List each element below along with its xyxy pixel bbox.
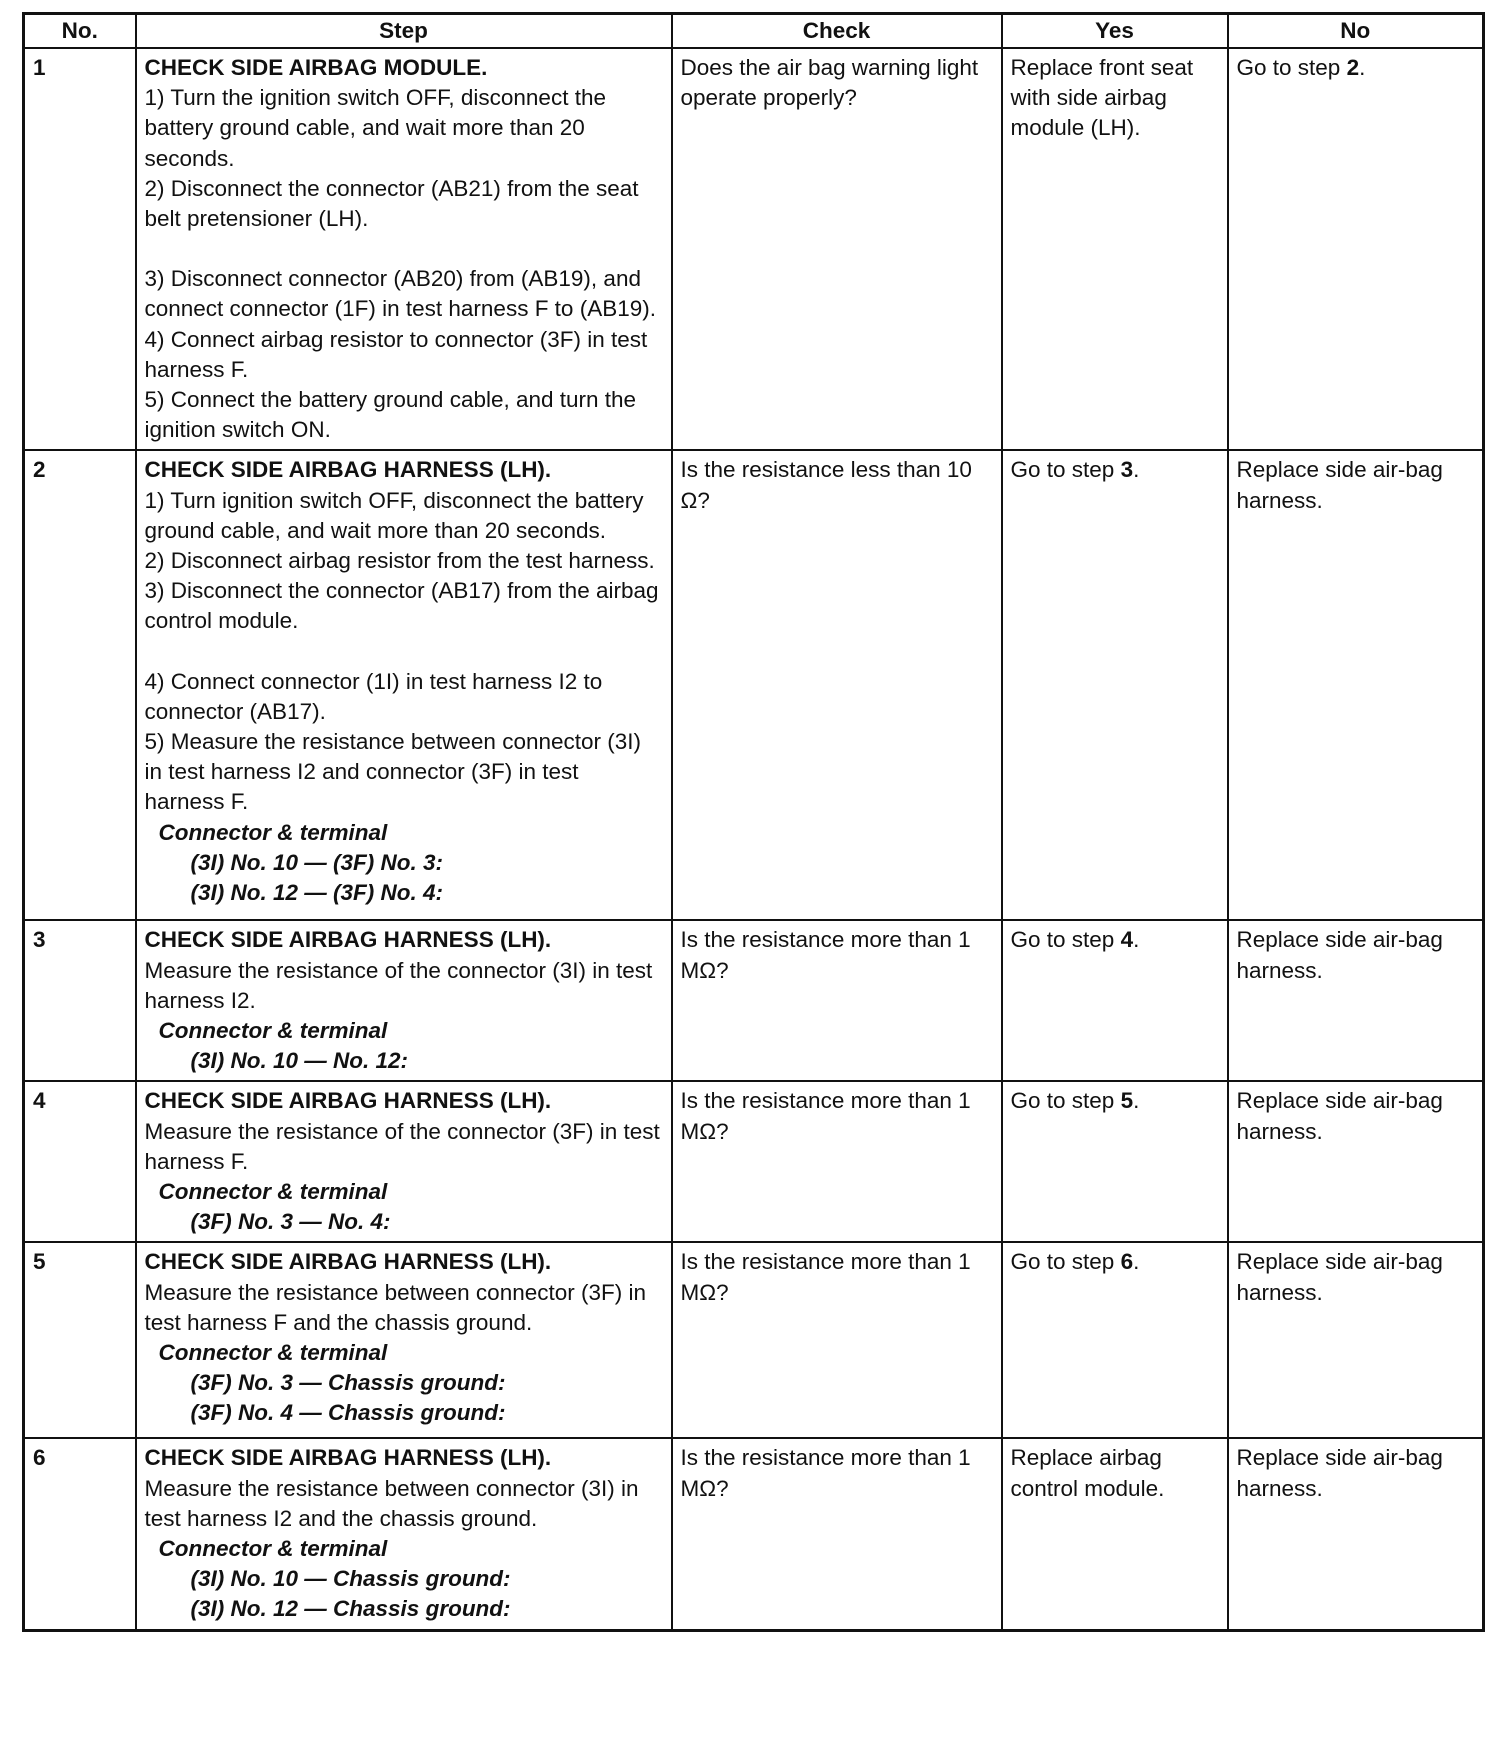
no-action-text: Replace side air-bag harness. (1236, 927, 1443, 983)
step-number: 6 (24, 1438, 136, 1630)
step-number: 4 (24, 1081, 136, 1242)
column-header-check: Check (672, 14, 1002, 49)
step-title: CHECK SIDE AIRBAG MODULE. (144, 55, 488, 80)
step-instruction: 4) Connect connector (1I) in test harness I2 to connector (AB17). (144, 668, 603, 724)
check-question: Does the air bag warning light operate properly? (672, 48, 1002, 450)
step-title: CHECK SIDE AIRBAG HARNESS (LH). (144, 1445, 552, 1471)
no-action (1228, 1438, 1484, 1630)
step-number: 1 (24, 48, 136, 450)
connector-terminal-heading: Connector & terminal (158, 1018, 388, 1044)
check-question: Is the resistance more than 1 MΩ? (672, 1242, 1002, 1438)
table-row (24, 1438, 1484, 1630)
table-row (24, 48, 1484, 450)
yes-goto-step-number: 6 (1120, 1249, 1134, 1275)
check-question: Is the resistance more than 1 MΩ? (672, 920, 1002, 1081)
no-action (1228, 48, 1484, 450)
column-header-yes: Yes (1002, 14, 1228, 49)
yes-action-text: Go to step (1010, 927, 1121, 953)
step-cell (136, 920, 672, 1081)
step-cell (136, 1081, 672, 1242)
connector-terminal-item: (3I) No. 10 — No. 12: (190, 1048, 409, 1074)
step-instruction: 4) Connect airbag resistor to connector (3F) in test harness F. (144, 326, 648, 382)
connector-terminal-item: (3I) No. 12 — (3F) No. 4: (190, 880, 444, 906)
table-row (24, 450, 1484, 920)
yes-action (1002, 450, 1228, 920)
yes-action-suffix: . (1133, 1088, 1140, 1114)
yes-action-suffix: . (1133, 1249, 1140, 1275)
step-instruction: 2) Disconnect airbag resistor from the test harness. (144, 548, 655, 574)
step-number: 3 (24, 920, 136, 1081)
step-instruction: 3) Disconnect the connector (AB17) from the airbag control module. (144, 578, 659, 634)
yes-action-text: Go to step (1010, 1249, 1121, 1275)
step-instruction: Measure the resistance of the connector (3F) in test harness F. (144, 1118, 660, 1174)
step-instruction: 2) Disconnect the connector (AB21) from the seat belt pretensioner (LH). (144, 175, 639, 232)
table-row (24, 920, 1484, 1081)
yes-action-text: Go to step (1010, 1088, 1121, 1114)
no-action (1228, 450, 1484, 920)
no-action-text: Replace side air-bag harness. (1236, 457, 1443, 513)
yes-action-suffix: . (1133, 457, 1140, 483)
column-header-no: No. (24, 14, 136, 49)
connector-terminal-item: (3F) No. 3 — Chassis ground: (190, 1370, 506, 1396)
connector-terminal-item: (3F) No. 3 — No. 4: (190, 1209, 391, 1235)
step-instruction: Measure the resistance between connector (3F) in test harness F and the chassis ground. (144, 1279, 647, 1335)
connector-terminal-item: (3I) No. 10 — Chassis ground: (190, 1566, 511, 1592)
step-instruction: Measure the resistance of the connector (3I) in test harness I2. (144, 957, 653, 1013)
yes-action-text: Go to step (1010, 457, 1121, 483)
step-instruction: Measure the resistance between connector (3I) in test harness I2 and the chassis ground. (144, 1475, 639, 1531)
step-spacer (145, 637, 665, 667)
table-header-row (24, 14, 1484, 49)
check-question: Is the resistance less than 10 Ω? (672, 450, 1002, 920)
step-title: CHECK SIDE AIRBAG HARNESS (LH). (144, 927, 552, 953)
yes-goto-step-number: 5 (1120, 1088, 1134, 1114)
step-spacer (145, 234, 665, 264)
connector-terminal-heading: Connector & terminal (158, 819, 388, 845)
no-action-text: Replace side air-bag harness. (1236, 1249, 1443, 1305)
no-action-text: Go to step (1236, 55, 1347, 80)
column-header-step: Step (136, 14, 672, 49)
yes-action-text: Replace airbag control module. (1010, 1445, 1165, 1501)
table-row (24, 1242, 1484, 1438)
connector-terminal-item: (3I) No. 12 — Chassis ground: (190, 1596, 511, 1622)
no-action (1228, 1081, 1484, 1242)
column-header-no-result: No (1228, 14, 1484, 49)
yes-action-suffix: . (1133, 927, 1140, 953)
yes-action (1002, 1081, 1228, 1242)
no-action (1228, 920, 1484, 1081)
check-question: Is the resistance more than 1 MΩ? (672, 1081, 1002, 1242)
yes-action (1002, 1438, 1228, 1630)
connector-terminal-heading: Connector & terminal (158, 1179, 388, 1205)
connector-terminal-item: (3I) No. 10 — (3F) No. 3: (190, 849, 444, 875)
step-cell (136, 1242, 672, 1438)
connector-terminal-heading: Connector & terminal (158, 1340, 388, 1366)
no-action-text: Replace side air-bag harness. (1236, 1445, 1443, 1501)
connector-terminal-item: (3F) No. 4 — Chassis ground: (190, 1400, 506, 1426)
step-cell (136, 1438, 672, 1630)
diagnostic-procedure-sheet (22, 12, 1482, 1632)
no-action (1228, 1242, 1484, 1438)
step-cell (136, 48, 672, 450)
step-number: 5 (24, 1242, 136, 1438)
step-instruction: 5) Connect the battery ground cable, and turn the ignition switch ON. (144, 387, 637, 443)
step-instruction: 1) Turn ignition switch OFF, disconnect the battery ground cable, and wait more than 20 seconds. (144, 487, 644, 543)
table-body (24, 48, 1484, 1630)
step-instruction: 3) Disconnect connector (AB20) from (AB19), and connect connector (1F) in test harness F to (AB19). (144, 266, 656, 322)
check-question: Is the resistance more than 1 MΩ? (672, 1438, 1002, 1630)
step-instruction: 1) Turn the ignition switch OFF, disconnect the battery ground cable, and wait more than 20 seconds. (144, 85, 606, 171)
connector-terminal-heading: Connector & terminal (158, 1536, 388, 1562)
no-action-suffix: . (1359, 55, 1366, 80)
table-row (24, 1081, 1484, 1242)
step-title: CHECK SIDE AIRBAG HARNESS (LH). (144, 457, 552, 483)
yes-goto-step-number: 4 (1120, 927, 1134, 953)
step-instruction: 5) Measure the resistance between connector (3I) in test harness I2 and connector (3F) in test harness F. (144, 729, 642, 815)
no-action-text: Replace side air-bag harness. (1236, 1088, 1443, 1144)
step-number: 2 (24, 450, 136, 920)
step-title: CHECK SIDE AIRBAG HARNESS (LH). (144, 1088, 552, 1114)
step-cell (136, 450, 672, 920)
yes-action (1002, 920, 1228, 1081)
step-title: CHECK SIDE AIRBAG HARNESS (LH). (144, 1249, 552, 1275)
yes-action-text: Replace front seat with side airbag module (LH). (1010, 55, 1194, 141)
yes-action (1002, 1242, 1228, 1438)
yes-action (1002, 48, 1228, 450)
diagnostic-table (22, 12, 1485, 1632)
no-goto-step-number: 2 (1346, 55, 1360, 80)
yes-goto-step-number: 3 (1120, 457, 1134, 483)
